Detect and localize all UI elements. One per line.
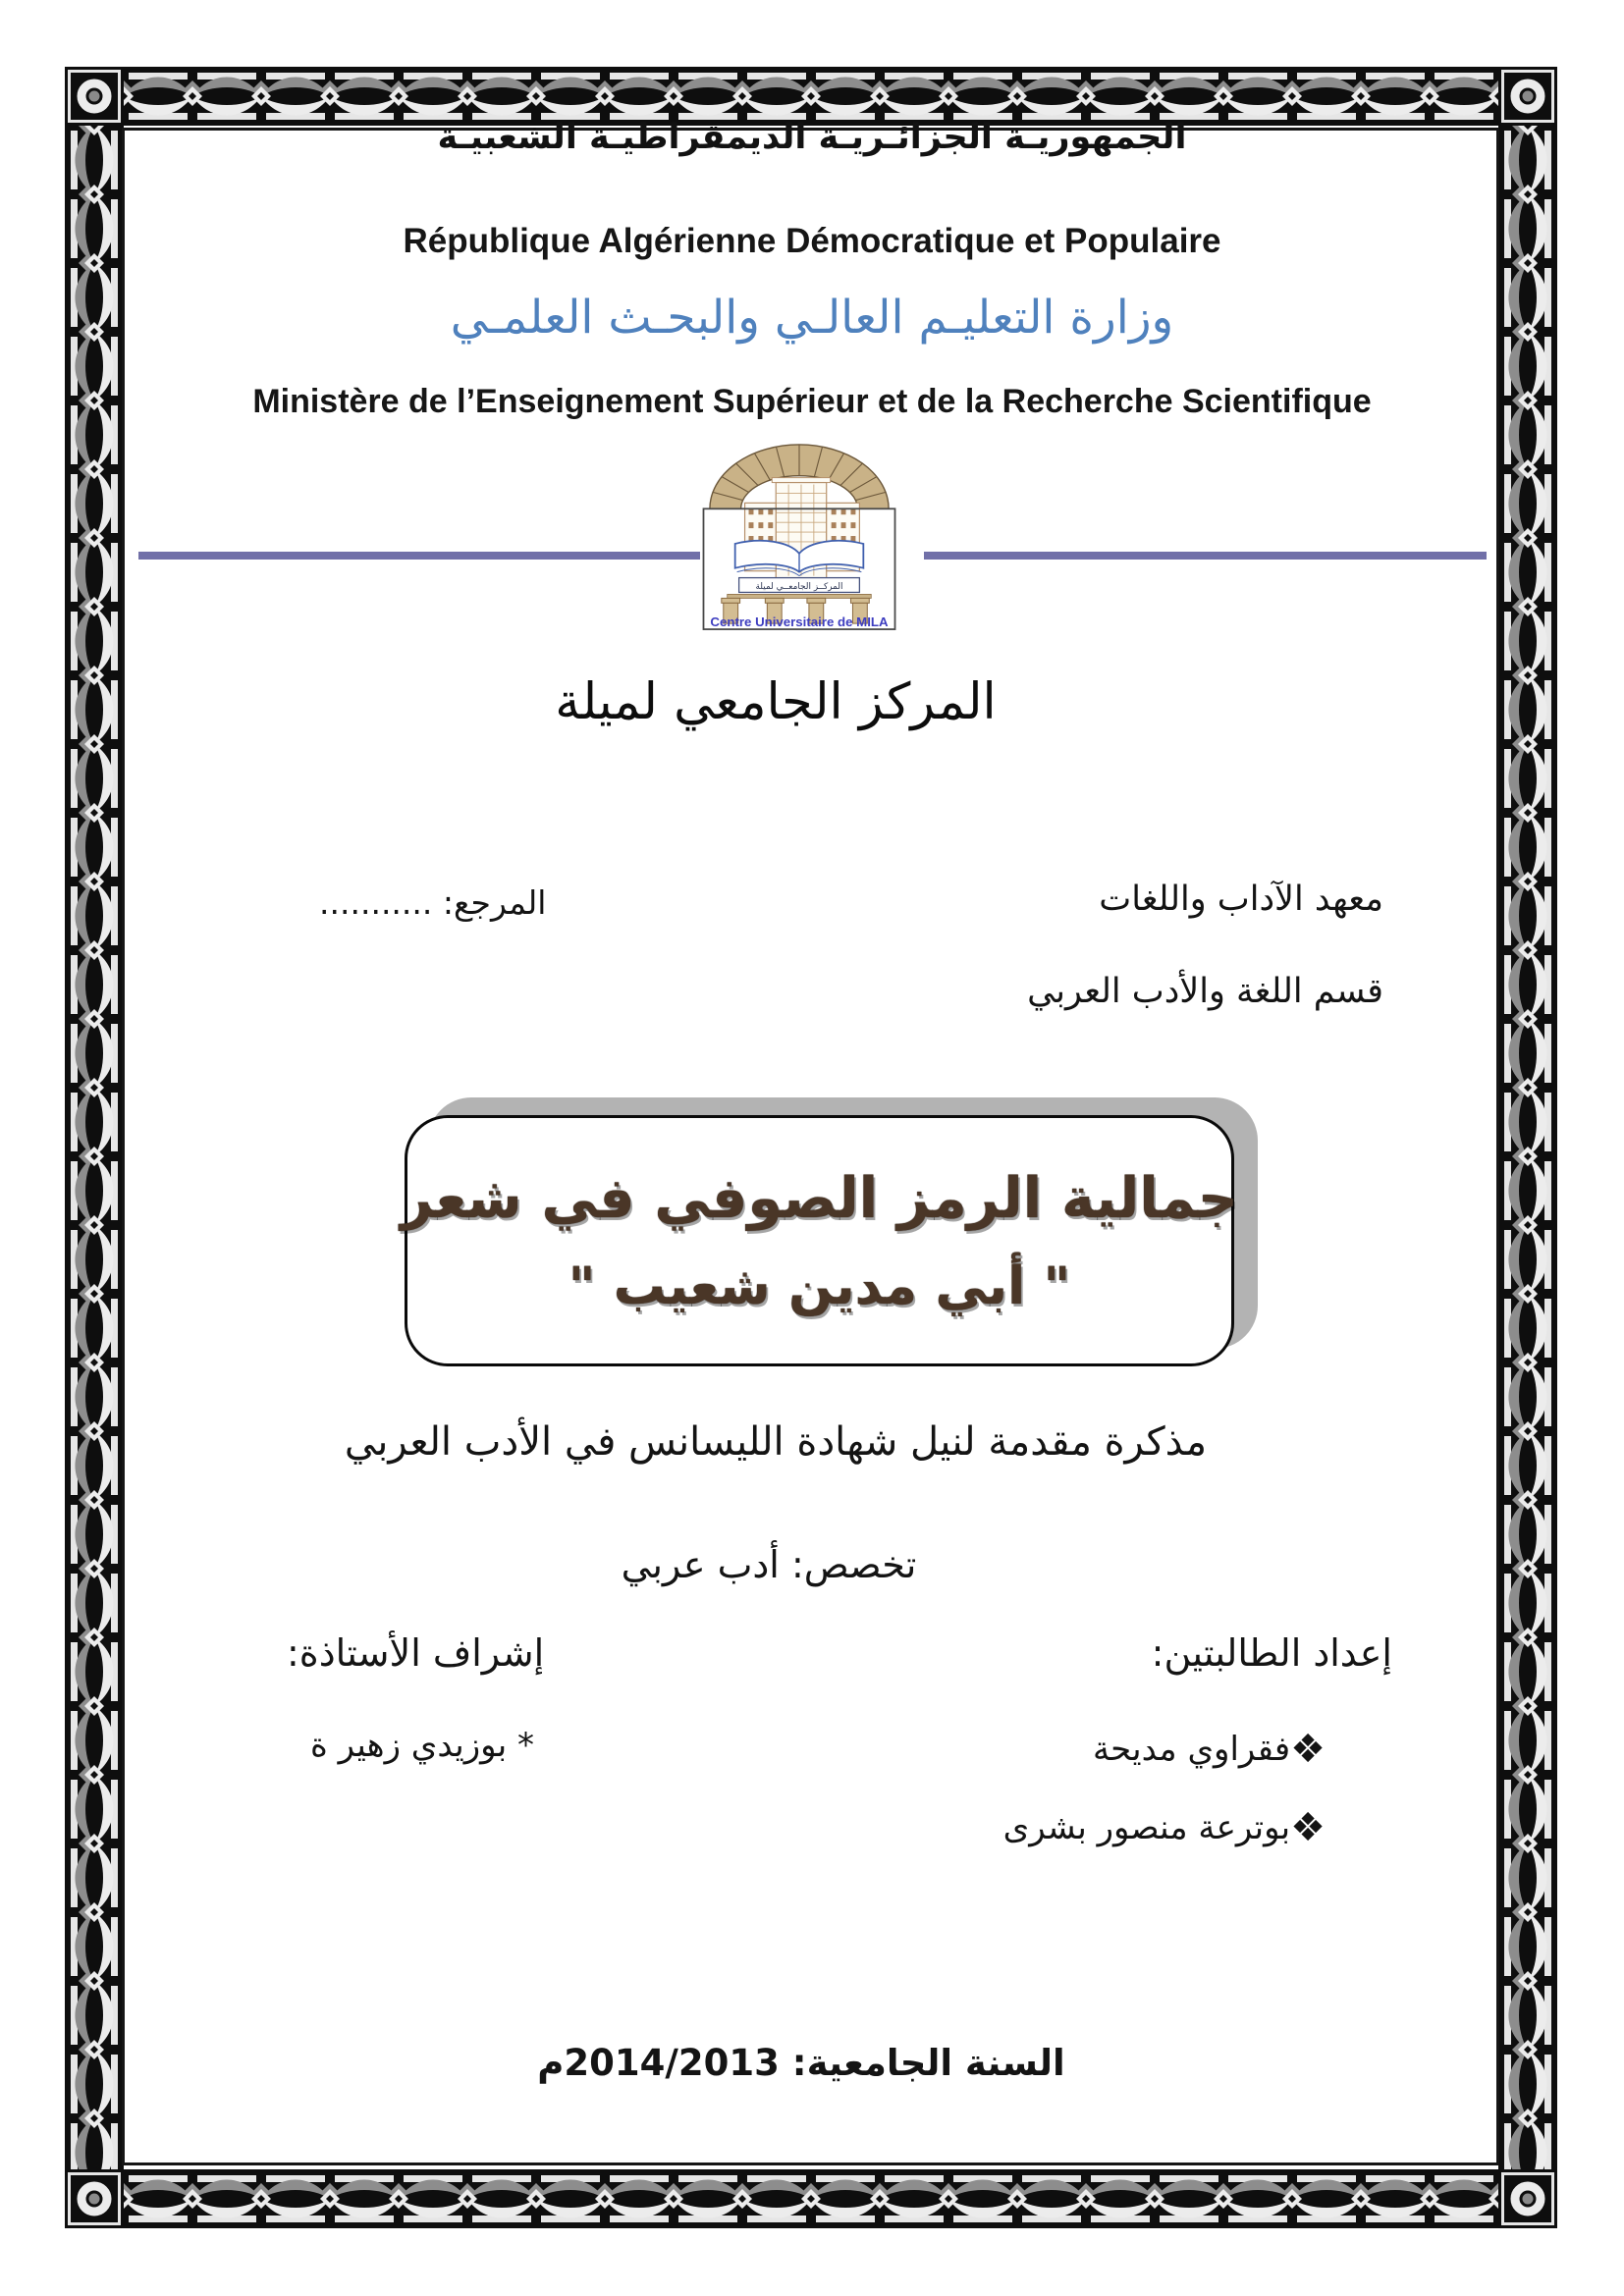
reference-field: المرجع: ........... [319, 883, 547, 922]
supervisor-name: بوزيدي زهير ة [310, 1726, 508, 1765]
border-band-right [1498, 126, 1557, 2169]
student-item [1003, 1789, 1326, 1867]
republic-title-french: République Algérienne Démocratique et Populaire [403, 222, 1221, 260]
ministry-title-french: Ministère de l’Enseignement Supérieur et de la Recherche Scientifique [252, 383, 1372, 420]
asterisk-bullet: * [516, 1726, 534, 1765]
border-corner-top-left [65, 67, 124, 126]
border-band-left [65, 126, 124, 2169]
border-band-top [124, 67, 1498, 126]
student-name: بوترعة منصور بشرى [1002, 1808, 1291, 1847]
prepared-by-label: إعداد الطالبتين: [1151, 1631, 1392, 1675]
republic-title-arabic: الجمهوريـة الجزائـريـة الديمقراطيـة الشعبيـة [437, 118, 1187, 157]
university-logo-graphic [702, 444, 896, 632]
logo-caption-arabic: المركــز الجامعــي لميلة [755, 581, 843, 592]
thesis-title-line2: " أبي مدين شعيب " [568, 1255, 1071, 1316]
student-item [1003, 1710, 1326, 1789]
thesis-title-box [401, 1115, 1238, 1366]
border-corner-top-right [1498, 67, 1557, 126]
border-corner-bottom-left [65, 2169, 124, 2228]
divider-line-left [138, 552, 700, 560]
memo-line: مذكرة مقدمة لنيل شهادة الليسانس في الأدب العربي [344, 1419, 1208, 1465]
university-logo [702, 444, 896, 632]
students-list [1003, 1710, 1326, 1867]
border-band-bottom [124, 2169, 1498, 2228]
diamond-bullet-icon: ❖ [1290, 1805, 1326, 1850]
thesis-title-line1: جمالية الرمز الصوفي في شعر [401, 1165, 1238, 1231]
border-corner-bottom-right [1498, 2169, 1557, 2228]
department-name: قسم اللغة والأدب العربي [1027, 972, 1383, 1011]
diamond-bullet-icon: ❖ [1290, 1727, 1326, 1772]
academic-year-line: السنة الجامعية: 2014/2013م [537, 2042, 1065, 2084]
university-name: المركز الجامعي لميلة [555, 673, 997, 731]
supervisor-name-line [310, 1726, 534, 1765]
ministry-title-arabic: وزارة التعليـم العالـي والبحـث العلمـي [450, 291, 1174, 345]
specialty-line: تخصص: أدب عربي [621, 1543, 917, 1586]
student-name: فقراوي مديحة [1092, 1730, 1291, 1769]
divider-line-right [924, 552, 1487, 560]
logo-caption-french: Centre Universitaire de MILA [710, 614, 889, 630]
institute-name: معهد الآداب واللغات [1099, 880, 1383, 919]
supervisor-label: إشراف الأستاذة: [287, 1631, 545, 1675]
